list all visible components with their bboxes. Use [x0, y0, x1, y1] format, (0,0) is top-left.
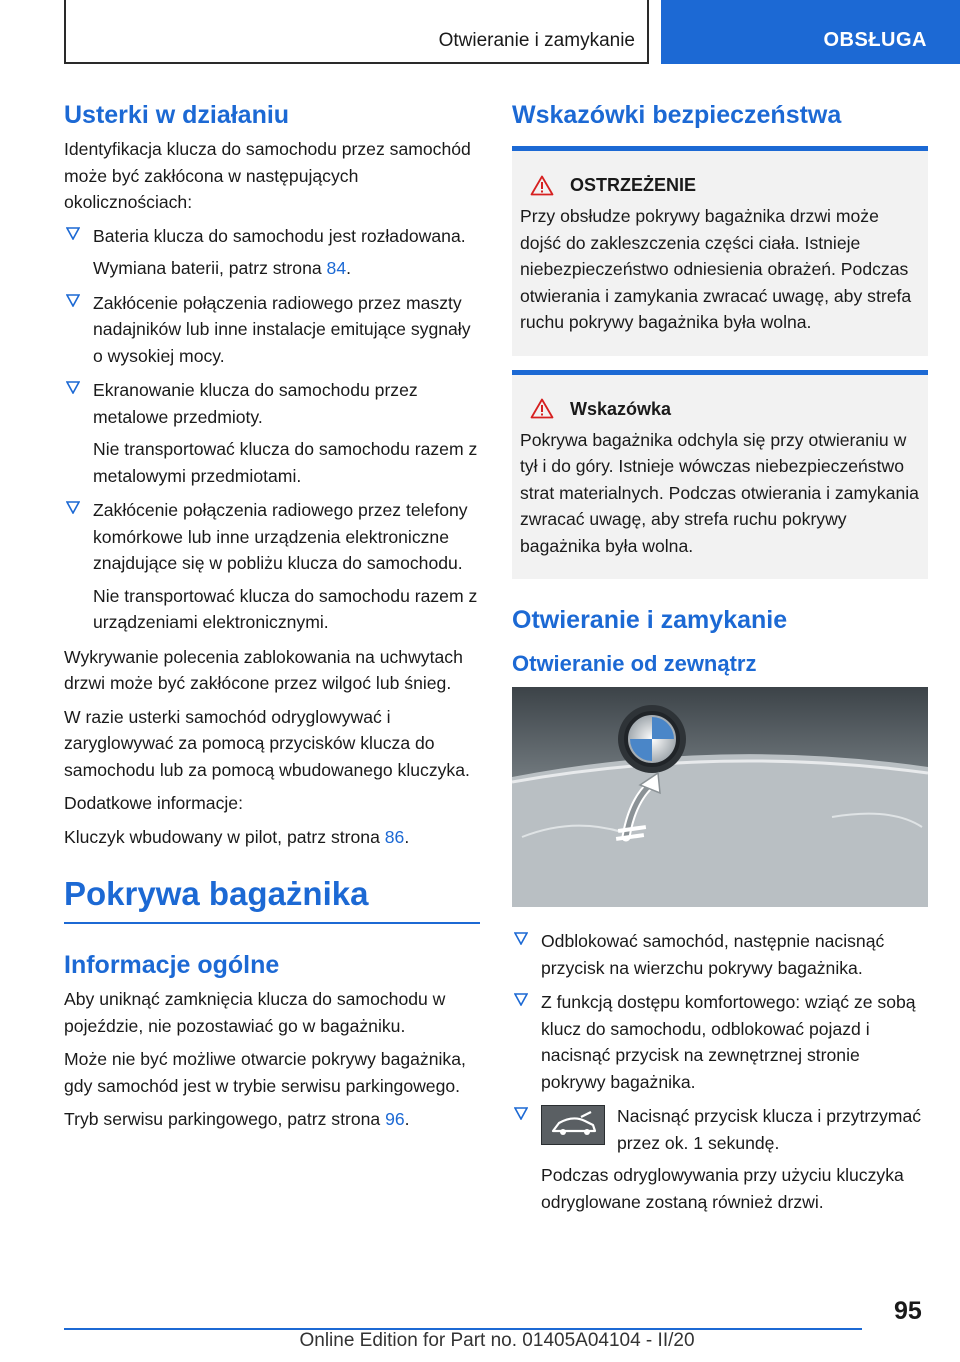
- list-item: [512, 928, 928, 981]
- warning-triangle-icon: [530, 175, 554, 196]
- list-item-text: Z funkcją dostępu komfortowego: wziąć ze sobą klucz do samochodu, odblokować pojazd i nacisnąć przycisk na zewnętrznej stronie pokrywy bagażnika.: [541, 992, 916, 1092]
- general-paragraph-1: Aby uniknąć zamknięcia klucza do samochodu w pojeździe, nie pozostawiać go w bagażniku.: [64, 989, 446, 1036]
- list-item-text: Odblokować samochód, następnie nacisnąć przycisk na wierzchu pokrywy bagażnika.: [541, 931, 885, 978]
- list-item-subtext-prefix: Wymiana baterii, patrz strona: [93, 258, 327, 278]
- note-text: Pokrywa bagażnika odchyla się przy otwieraniu w tył i do góry. Istnieje wówczas niebezpieczeństwo strat materialnych. Podczas otwierania i zamykania zwracać uwagę, aby strefa ruchu pokrywy bagażnika była wolna.: [520, 429, 919, 556]
- fault-paragraph: W razie usterki samochód odryglowywać i zaryglowywać za pomocą przycisków klucza do samochodu lub za pomocą wbudowanego kluczyka.: [64, 706, 470, 780]
- opening-steps-list: [512, 928, 928, 1215]
- section-title: Otwieranie i zamykanie: [438, 30, 635, 51]
- page-number: 95: [894, 1297, 922, 1325]
- warning-box: [512, 146, 928, 356]
- malfunction-intro: Identyfikacja klucza do samochodu przez samochód może być zakłócona w następujących okolicznościach:: [64, 139, 471, 212]
- list-item-subtext: [93, 255, 480, 282]
- list-item-text: Zakłócenie połączenia radiowego przez maszty nadajników lub inne instalacje emitujące sygnały o wysokiej mocy.: [93, 292, 471, 366]
- bullet-triangle-icon: [514, 932, 528, 945]
- tailgate-key-button-icon: [541, 1105, 605, 1145]
- page-link-96[interactable]: 96: [385, 1109, 405, 1129]
- chapter-tab-label: OBSŁUGA: [823, 29, 927, 51]
- right-column: [512, 98, 928, 1223]
- open-close-heading: Otwieranie i zamykanie: [512, 606, 788, 634]
- list-item-text: Zakłócenie połączenia radiowego przez telefony komórkowe lub inne urządzenia elektroniczne znajdujące się w pobliżu klucza do samochodu.: [93, 500, 468, 573]
- tailgate-heading: Pokrywa bagażnika: [64, 875, 369, 912]
- note-box: [512, 370, 928, 580]
- integrated-key-suffix: .: [404, 826, 410, 847]
- general-info-heading: Informacje ogólne: [64, 951, 280, 979]
- malfunction-list: [64, 223, 480, 636]
- page-header: [64, 0, 960, 64]
- valet-mode-suffix: .: [404, 1109, 410, 1129]
- footer: [0, 1330, 960, 1352]
- key-step-note: Podczas odryglowywania przy użyciu kluczyka odryglowane zostaną również drzwi.: [541, 1165, 904, 1212]
- page-link-86[interactable]: 86: [384, 826, 405, 847]
- note-title: Wskazówka: [570, 398, 672, 419]
- outside-opening-heading: Otwieranie od zewnątrz: [512, 651, 757, 676]
- list-item: [512, 989, 928, 1095]
- detection-paragraph: Wykrywanie polecenia zablokowania na uchwytach drzwi może być zakłócone przez wilgoć lub śnieg.: [64, 646, 463, 693]
- tailgate-section: [64, 872, 480, 924]
- bullet-triangle-icon: [514, 993, 528, 1006]
- valet-mode-reference: [64, 1106, 480, 1133]
- section-title-box: [64, 0, 649, 64]
- page-link-84[interactable]: 84: [326, 258, 347, 278]
- bullet-triangle-icon: [66, 227, 80, 240]
- valet-mode-text: Tryb serwisu parkingowego, patrz strona: [64, 1109, 386, 1129]
- bullet-triangle-icon: [66, 501, 80, 514]
- key-button-step: [541, 1103, 928, 1162]
- safety-heading: Wskazówki bezpieczeństwa: [512, 101, 842, 129]
- key-step-text: Nacisnąć przycisk klucza i przytrzymać przez ok. 1 sekundę.: [617, 1106, 922, 1153]
- list-item: [64, 223, 480, 282]
- warning-text: Przy obsłudze pokrywy bagażnika drzwi może dojść do zakleszczenia części ciała. Istnieje niebezpieczeństwo odniesienia obrażeń. Podczas otwierania i zamykania zwracać uwagę, aby strefa ruchu pokrywy bagażnika była wolna.: [520, 206, 912, 332]
- chapter-tab[interactable]: [661, 0, 960, 64]
- general-paragraph-2: Może nie być możliwe otwarcie pokrywy bagażnika, gdy samochód jest w trybie serwisu parkingowego.: [64, 1049, 466, 1096]
- note-title-row: [520, 397, 920, 421]
- integrated-key-text: Kluczyk wbudowany w pilot, patrz strona: [64, 826, 385, 847]
- footer-edition: Online Edition for Part no. 01405A04104 - II/20: [299, 1330, 695, 1351]
- malfunction-heading: Usterki w działaniu: [64, 101, 290, 129]
- list-item-text: Ekranowanie klucza do samochodu przez metalowe przedmioty.: [93, 380, 418, 427]
- list-item-subtext: Nie transportować klucza do samochodu razem z metalowymi przedmiotami.: [93, 439, 478, 486]
- bullet-triangle-icon: [66, 294, 80, 307]
- list-item-text: Bateria klucza do samochodu jest rozładowana.: [93, 225, 466, 246]
- list-item: [512, 1103, 928, 1215]
- heading-rule: [64, 922, 480, 924]
- integrated-key-reference: [64, 824, 480, 851]
- list-item: [64, 497, 480, 636]
- warning-title-row: [520, 173, 920, 197]
- additional-info-label: Dodatkowe informacje:: [64, 793, 243, 813]
- list-item-subtext: Nie transportować klucza do samochodu razem z urządzeniami elektronicznymi.: [93, 585, 478, 632]
- list-item-subtext-suffix: .: [346, 258, 352, 278]
- note-triangle-icon: [530, 398, 554, 419]
- bullet-triangle-icon: [514, 1107, 528, 1120]
- list-item: [64, 290, 480, 370]
- tailgate-button-photo: [512, 687, 928, 907]
- warning-title: OSTRZEŻENIE: [570, 175, 697, 195]
- list-item: [64, 377, 480, 489]
- bullet-triangle-icon: [66, 381, 80, 394]
- left-column: [64, 98, 480, 1140]
